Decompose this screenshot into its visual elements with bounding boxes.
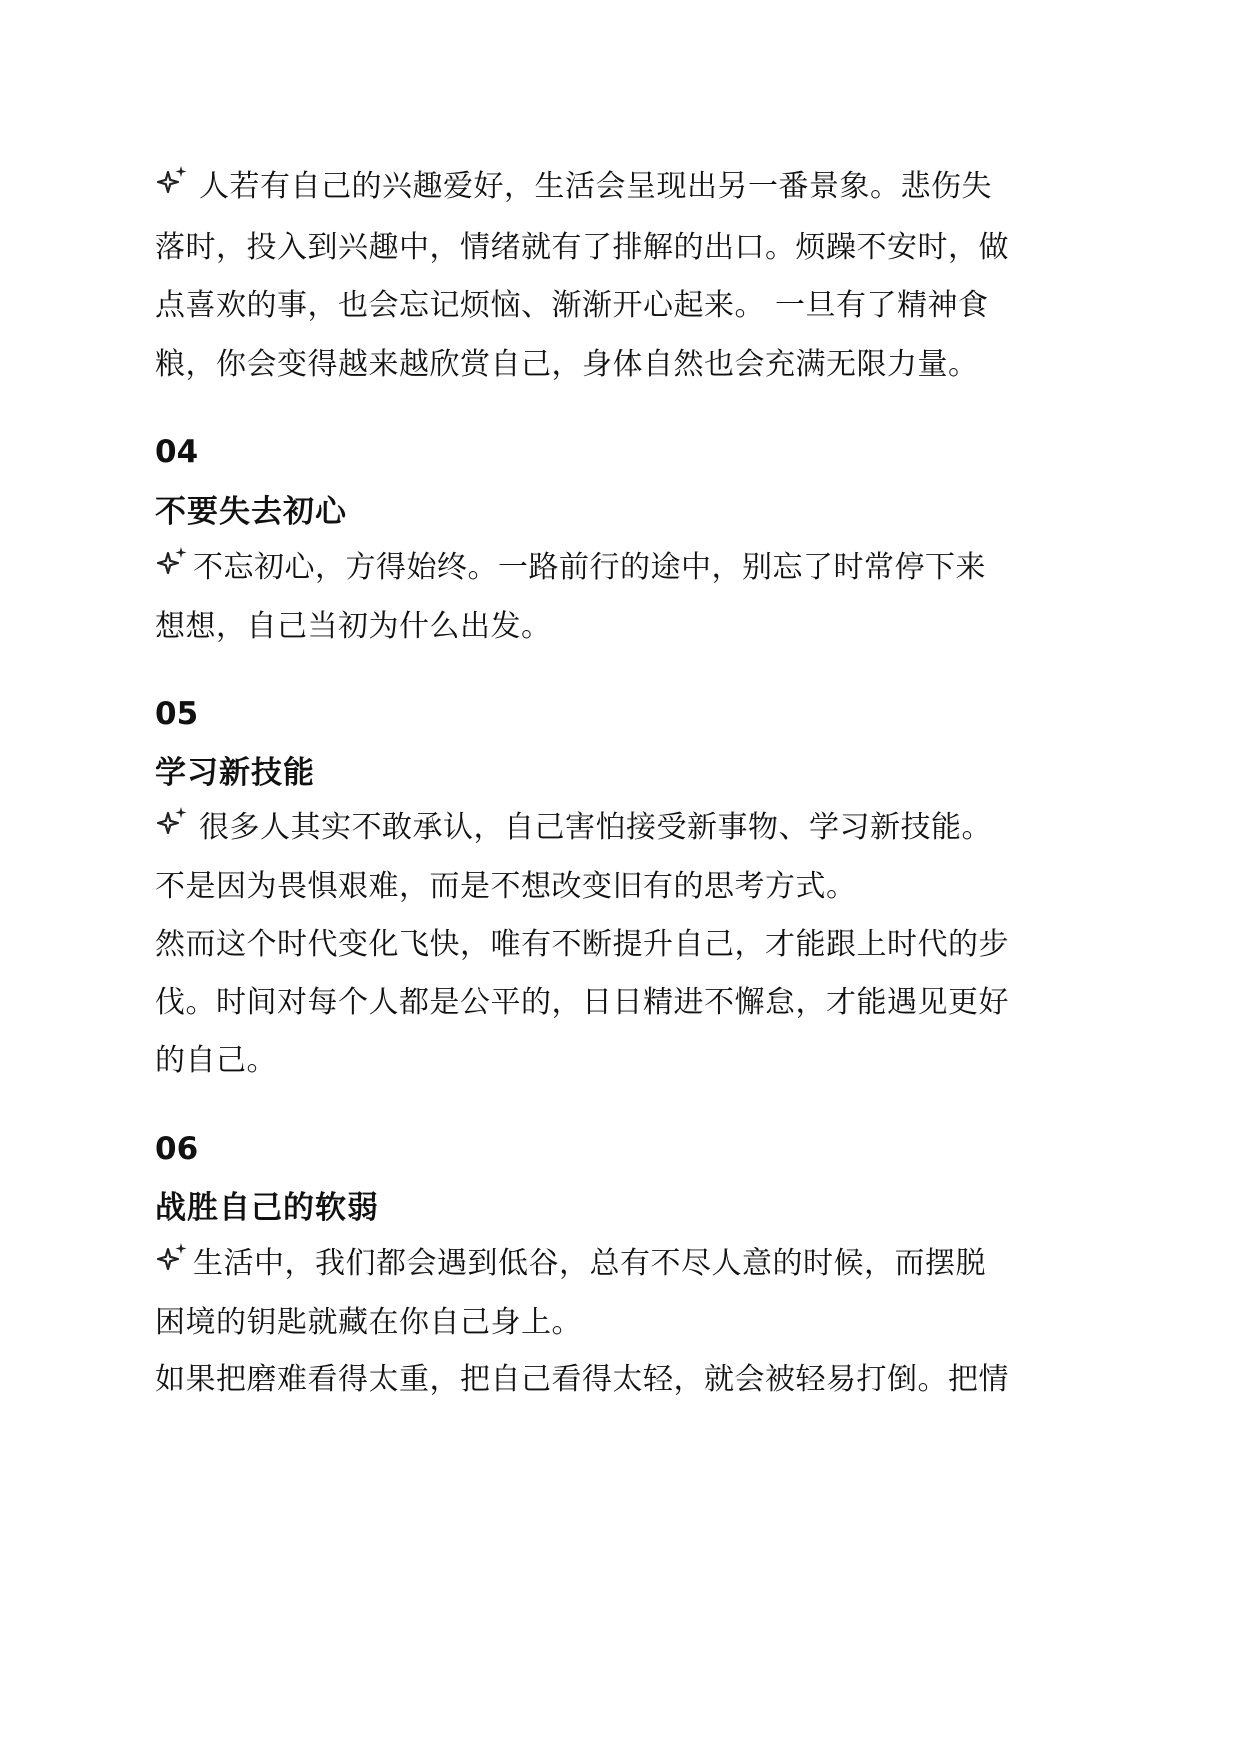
paragraph-line: 困境的钥匙就藏在你自己身上。 bbox=[155, 1305, 582, 1340]
paragraph-line: 伐。时间对每个人都是公平的，日日精进不懈怠，才能遇见更好 bbox=[155, 985, 1009, 1020]
section-title: 不要失去初心 bbox=[155, 494, 347, 530]
section-number: 04 bbox=[155, 434, 199, 470]
paragraph-text: 不忘初心，方得始终。一路前行的途中，别忘了时常停下来 bbox=[193, 550, 986, 585]
paragraph-line: 不是因为畏惧艰难，而是不想改变旧有的思考方式。 bbox=[155, 869, 857, 904]
paragraph-line: 落时，投入到兴趣中，情绪就有了排解的出口。烦躁不安时，做 bbox=[155, 230, 1009, 265]
sparkles-icon bbox=[155, 545, 189, 579]
sparkles-icon bbox=[155, 1241, 189, 1275]
paragraph-text: 很多人其实不敢承认，自己害怕接受新事物、学习新技能。 bbox=[199, 810, 992, 845]
paragraph-line bbox=[155, 164, 992, 207]
section-title: 战胜自己的软弱 bbox=[155, 1190, 379, 1226]
paragraph-line bbox=[155, 1241, 986, 1284]
paragraph-text: 人若有自己的兴趣爱好，生活会呈现出另一番景象。悲伤失 bbox=[199, 169, 992, 204]
paragraph-line bbox=[155, 545, 986, 588]
paragraph-line bbox=[155, 805, 992, 848]
paragraph-text: 生活中，我们都会遇到低谷，总有不尽人意的时候，而摆脱 bbox=[193, 1246, 986, 1281]
section-number: 06 bbox=[155, 1131, 199, 1167]
paragraph-line: 的自己。 bbox=[155, 1043, 277, 1078]
paragraph-line: 点喜欢的事，也会忘记烦恼、渐渐开心起来。 一旦有了精神食 bbox=[155, 288, 989, 323]
paragraph-line: 粮，你会变得越来越欣赏自己，身体自然也会充满无限力量。 bbox=[155, 347, 979, 382]
paragraph-line: 如果把磨难看得太重，把自己看得太轻，就会被轻易打倒。把情 bbox=[155, 1362, 1009, 1397]
paragraph-line: 然而这个时代变化飞快，唯有不断提升自己，才能跟上时代的步 bbox=[155, 927, 1009, 962]
sparkles-icon bbox=[155, 164, 189, 198]
section-number: 05 bbox=[155, 696, 199, 732]
sparkles-icon bbox=[155, 805, 189, 839]
paragraph-line: 想想，自己当初为什么出发。 bbox=[155, 609, 552, 644]
section-title: 学习新技能 bbox=[155, 755, 315, 791]
